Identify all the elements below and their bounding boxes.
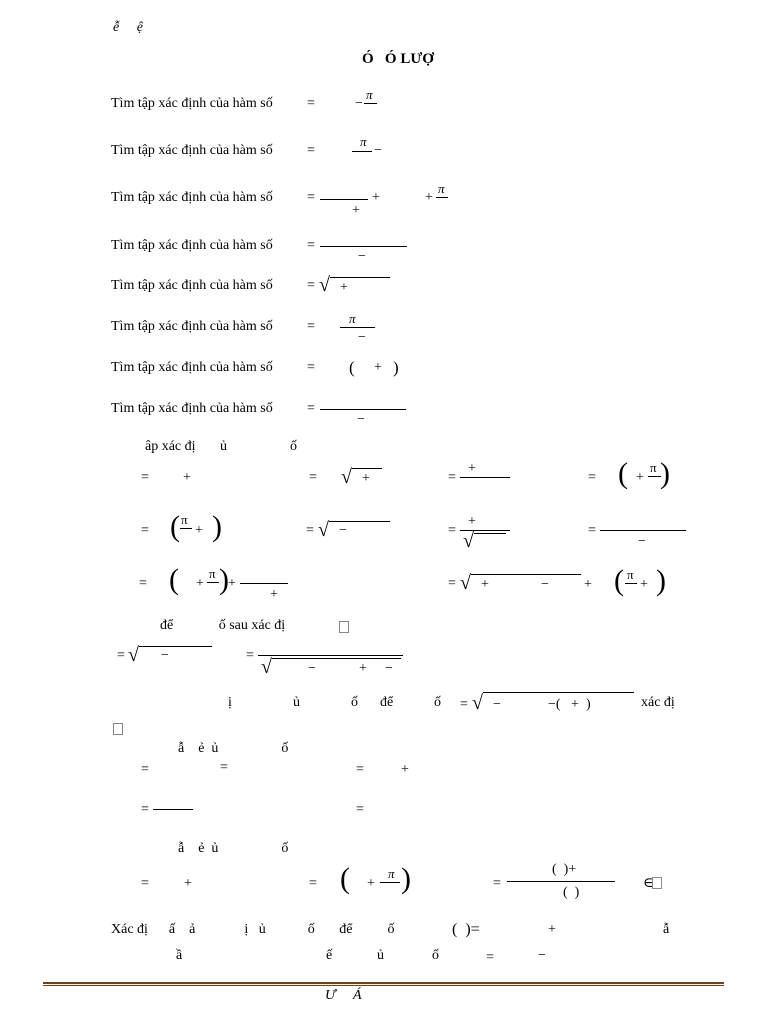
s6-bar bbox=[507, 881, 615, 882]
s6-paren-den: ( ) bbox=[563, 885, 580, 900]
section3-heading: để ố sau xác đị bbox=[160, 618, 286, 633]
prompt-4: Tìm tập xác định của hàm số bbox=[111, 238, 273, 253]
footer-rule-thin bbox=[43, 985, 724, 986]
s2-c-lp: ( bbox=[169, 563, 179, 596]
minus-1: − bbox=[355, 96, 363, 111]
s2-a-rp: ) bbox=[660, 457, 670, 490]
s6-pibar bbox=[380, 882, 400, 883]
frac-bar-6 bbox=[340, 327, 375, 328]
section6-heading: ẫ ẻ ủ ố bbox=[178, 841, 289, 856]
prompt-6: Tìm tập xác định của hàm số bbox=[111, 319, 273, 334]
s7-minus: − bbox=[538, 948, 546, 963]
prompt-2: Tìm tập xác định của hàm số bbox=[111, 143, 273, 158]
s3-sqrt1: √ bbox=[128, 644, 139, 666]
eq-1: = bbox=[307, 96, 315, 111]
s6-lp: ( bbox=[340, 862, 350, 895]
s4-text-b: ủ bbox=[293, 695, 300, 710]
s2-c-eq1: = bbox=[139, 576, 147, 591]
s7-plus: + bbox=[548, 922, 556, 937]
s3-sqrt1-bar bbox=[139, 646, 212, 647]
footer-rule-thick bbox=[43, 982, 724, 984]
s3-sqrt2: √ bbox=[261, 656, 272, 678]
section2-heading: âp xác đị ủ ố bbox=[145, 439, 298, 454]
eq-6: = bbox=[307, 319, 315, 334]
s3-minus3: − bbox=[385, 661, 393, 676]
s2-b-rp: ) bbox=[212, 510, 222, 543]
s5-plus: + bbox=[401, 762, 409, 777]
s6-plus2: + bbox=[367, 876, 375, 891]
s7-tilde: ẫ bbox=[663, 922, 670, 937]
s2-c-pi2: π bbox=[627, 567, 634, 582]
page-title: Ó Ó LƯỢ bbox=[362, 51, 434, 67]
s3-eq2: = bbox=[246, 648, 254, 663]
missing-glyph-box-2 bbox=[113, 723, 123, 735]
s3-eq1: = bbox=[117, 648, 125, 663]
prompt-8: Tìm tập xác định của hàm số bbox=[111, 401, 273, 416]
s6-paren-expr: ( )+ bbox=[552, 862, 577, 877]
s6-rp: ) bbox=[401, 862, 411, 895]
s2-a-sqrt: √ bbox=[341, 466, 352, 488]
s2-b-lp: ( bbox=[170, 510, 180, 543]
eq-3: = bbox=[307, 190, 315, 205]
missing-glyph-box-3 bbox=[652, 877, 662, 889]
s2-b-sqrt3-bar bbox=[474, 533, 506, 534]
pi-3: π bbox=[438, 181, 445, 196]
s2-b-sqrt: √ bbox=[318, 519, 329, 541]
s2-b-eq1: = bbox=[141, 523, 149, 538]
s2-c-pibar2 bbox=[625, 583, 637, 584]
s4-text-a: ị bbox=[228, 695, 232, 710]
s4-text-d: để bbox=[380, 695, 394, 710]
s5-eq4: = bbox=[141, 802, 149, 817]
s7-line2d: ố bbox=[432, 948, 439, 963]
s2-a-plus3: + bbox=[468, 461, 476, 476]
s2-a-plus2: + bbox=[362, 471, 370, 486]
s2-a-lp: ( bbox=[618, 457, 628, 490]
frac-bar-8 bbox=[320, 409, 406, 410]
minus-8: − bbox=[357, 412, 365, 427]
minus-6: − bbox=[358, 330, 366, 345]
s5-eq1: = bbox=[141, 762, 149, 777]
prompt-7: Tìm tập xác định của hàm số bbox=[111, 360, 273, 375]
sqrt-5: √ bbox=[319, 274, 330, 296]
s3-minus2: − bbox=[308, 661, 316, 676]
s2-c-pibar bbox=[207, 582, 219, 583]
s2-c-bar bbox=[240, 583, 288, 584]
s2-c-eq2: = bbox=[448, 576, 456, 591]
s2-c-plus6: + bbox=[640, 577, 648, 592]
s7-fx: ( )= bbox=[452, 921, 480, 938]
plus-7: + bbox=[374, 360, 382, 375]
s5-bar bbox=[153, 809, 193, 810]
s2-b-minus: − bbox=[339, 523, 347, 538]
s4-inner: −( + ) bbox=[548, 697, 591, 712]
s7-eq: = bbox=[486, 950, 494, 965]
plus-5: + bbox=[340, 280, 348, 295]
s3-sqrt2-bar bbox=[272, 658, 401, 659]
s2-c-plus4: + bbox=[481, 577, 489, 592]
s7-line2b: ế bbox=[326, 948, 333, 963]
s6-eq3: = bbox=[493, 876, 501, 891]
s2-c-rp2: ) bbox=[656, 564, 666, 597]
s7-line2: ầ bbox=[176, 948, 183, 963]
eq-8: = bbox=[307, 401, 315, 416]
plus-3b: + bbox=[372, 190, 380, 205]
s2-a-plus1: + bbox=[183, 470, 191, 485]
s2-c-plus2: + bbox=[228, 576, 236, 591]
minus-4: − bbox=[358, 249, 366, 264]
minus-2: − bbox=[374, 143, 382, 158]
rparen-7: ) bbox=[393, 358, 399, 377]
frac-bar-4 bbox=[320, 246, 407, 247]
s2-b-sqrt3: √ bbox=[463, 530, 474, 552]
section5-heading: ẫ ẻ ủ ố bbox=[178, 741, 289, 756]
s3-plus: + bbox=[359, 661, 367, 676]
s2-b-eq3: = bbox=[448, 523, 456, 538]
missing-glyph-box bbox=[339, 621, 349, 633]
prompt-5: Tìm tập xác định của hàm số bbox=[111, 278, 273, 293]
prompt-1: Tìm tập xác định của hàm số bbox=[111, 96, 273, 111]
s2-a-plus4: + bbox=[636, 470, 644, 485]
s2-c-minus: − bbox=[541, 577, 549, 592]
s2-a-eq3: = bbox=[448, 470, 456, 485]
s5-eq2: = bbox=[220, 760, 228, 775]
s2-a-eq4: = bbox=[588, 470, 596, 485]
s6-eq2: = bbox=[309, 876, 317, 891]
prompt-3: Tìm tập xác định của hàm số bbox=[111, 190, 273, 205]
s5-eq5: = bbox=[356, 802, 364, 817]
s2-c-pi: π bbox=[209, 566, 216, 581]
s7-line1: Xác đị ấ ả ị ủ ố để ố bbox=[111, 922, 395, 937]
s6-plus1: + bbox=[184, 876, 192, 891]
plus-3c: + bbox=[425, 190, 433, 205]
s2-b-eq2: = bbox=[306, 523, 314, 538]
s3-bar bbox=[258, 655, 403, 656]
eq-2: = bbox=[307, 143, 315, 158]
s6-eq1: = bbox=[141, 876, 149, 891]
s2-b-sqrt-bar bbox=[329, 521, 390, 522]
pi-2: π bbox=[360, 134, 367, 149]
frac-bar-3 bbox=[320, 199, 368, 200]
s2-a-eq1: = bbox=[141, 470, 149, 485]
s3-minus1: − bbox=[161, 648, 169, 663]
s2-b-minus4: − bbox=[638, 534, 646, 549]
plus-3a: + bbox=[352, 203, 360, 218]
s2-b-plus: + bbox=[195, 523, 203, 538]
s4-text-e: ố bbox=[434, 695, 441, 710]
s6-elem: ∈ bbox=[643, 876, 654, 891]
s2-a-sqrt-bar bbox=[352, 468, 382, 469]
s2-a-eq2: = bbox=[309, 470, 317, 485]
s2-c-sqrt-bar bbox=[471, 574, 581, 575]
s4-minus: − bbox=[493, 697, 501, 712]
footer-text: Ư Á bbox=[325, 988, 362, 1003]
s4-eq: = bbox=[460, 697, 468, 712]
pi-1: π bbox=[366, 87, 373, 102]
frac-bar-2 bbox=[352, 151, 372, 152]
lparen-7: ( bbox=[349, 358, 355, 377]
sqrt-bar-5 bbox=[330, 277, 390, 278]
s2-c-sqrt: √ bbox=[460, 572, 471, 594]
s2-a-bar3 bbox=[460, 477, 510, 478]
s2-c-lp2: ( bbox=[614, 564, 624, 597]
header-left: ễ ệ bbox=[113, 20, 143, 35]
frac-bar-3b bbox=[436, 197, 448, 198]
s4-tail: xác đị bbox=[641, 695, 675, 710]
s5-eq3: = bbox=[356, 762, 364, 777]
s2-b-bar4 bbox=[600, 530, 686, 531]
frac-bar-1 bbox=[364, 103, 377, 104]
s2-c-plus3: + bbox=[270, 587, 278, 602]
s2-c-rp: ) bbox=[219, 563, 229, 596]
s4-sqrt-bar bbox=[483, 692, 634, 693]
pi-6: π bbox=[349, 311, 356, 326]
s2-c-plus5: + bbox=[584, 577, 592, 592]
eq-7: = bbox=[307, 360, 315, 375]
eq-4: = bbox=[307, 238, 315, 253]
s2-b-pi: π bbox=[181, 512, 188, 527]
s7-line2c: ủ bbox=[377, 948, 384, 963]
eq-5: = bbox=[307, 278, 315, 293]
s2-b-plus3: + bbox=[468, 514, 476, 529]
s2-b-eq4: = bbox=[588, 523, 596, 538]
s4-text-c: ố bbox=[351, 695, 358, 710]
s4-sqrt: √ bbox=[472, 692, 483, 714]
s2-c-plus1: + bbox=[196, 576, 204, 591]
s6-pi: π bbox=[388, 866, 395, 881]
s2-b-pibar bbox=[180, 528, 192, 529]
s2-a-pi: π bbox=[650, 460, 657, 475]
